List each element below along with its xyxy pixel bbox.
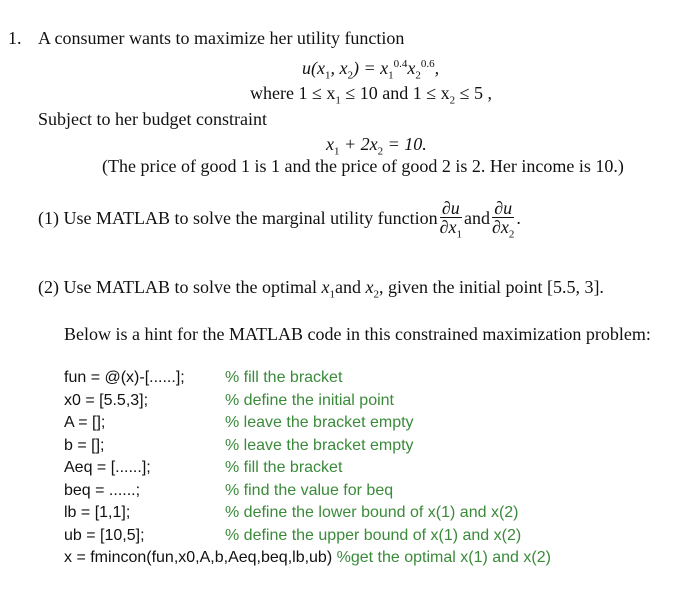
utility-function: $u(x_1$, $x_2) = x_1^{0.4}x_2^{0.6}$,	[302, 58, 440, 82]
part1-question: (1) Use MATLAB to solve the marginal utility function $\frac{\partial u}{\partial x_1}$ and $\frac{\partial u}{\partial x_2}$ .	[38, 198, 521, 241]
code-line: lb = [1,1]; % define the lower bound of x(1) and x(2)	[64, 504, 519, 521]
code-line: b = []; % leave the bracket empty	[64, 436, 414, 454]
code-line: fun = @(x)-[......]; % fill the bracket	[64, 369, 343, 386]
code-line: A = []; % leave the bracket empty	[64, 414, 414, 431]
problem-intro: A consumer wants to maximize her utility function	[38, 28, 405, 48]
partial-derivative-x2: $\frac{\partial u}{\partial x_2}$	[492, 198, 515, 241]
code-line: ub = [10,5]; % define the upper bound of x(1) and x(2)	[64, 526, 522, 544]
matlab-code-block	[64, 367, 684, 570]
code-line: x0 = [5.5,3]; % define the initial point	[64, 391, 394, 409]
code-line: x = fmincon(fun,x0,A,b,Aeq,beq,lb,ub) %get the optimal x(1) and x(2)	[64, 549, 551, 566]
code-line: Aeq = [......]; % fill the bracket	[64, 459, 343, 476]
domain-constraints: where $1 \le x_1 \le 10$ and $1 \le x_2 \le 5$ ,	[250, 83, 492, 107]
subject-to-label: Subject to her budget constraint	[38, 109, 267, 129]
price-note: (The price of good 1 is 1 and the price of good 2 is 2. Her income is 10.)	[102, 156, 624, 176]
hint-text: Below is a hint for the MATLAB code in this constrained maximization problem:	[64, 324, 651, 344]
problem-number: 1.	[8, 28, 22, 48]
part2-question: (2) Use MATLAB to solve the optimal $x_1and$ $x_2$, given the initial point [5.5, 3].	[38, 277, 604, 301]
partial-derivative-x1: $\frac{\partial u}{\partial x_1}$	[439, 198, 463, 241]
code-line: beq = ......; % find the value for beq	[64, 481, 394, 499]
budget-constraint: $x_1 + 2x_2 = 10$.	[326, 134, 427, 158]
